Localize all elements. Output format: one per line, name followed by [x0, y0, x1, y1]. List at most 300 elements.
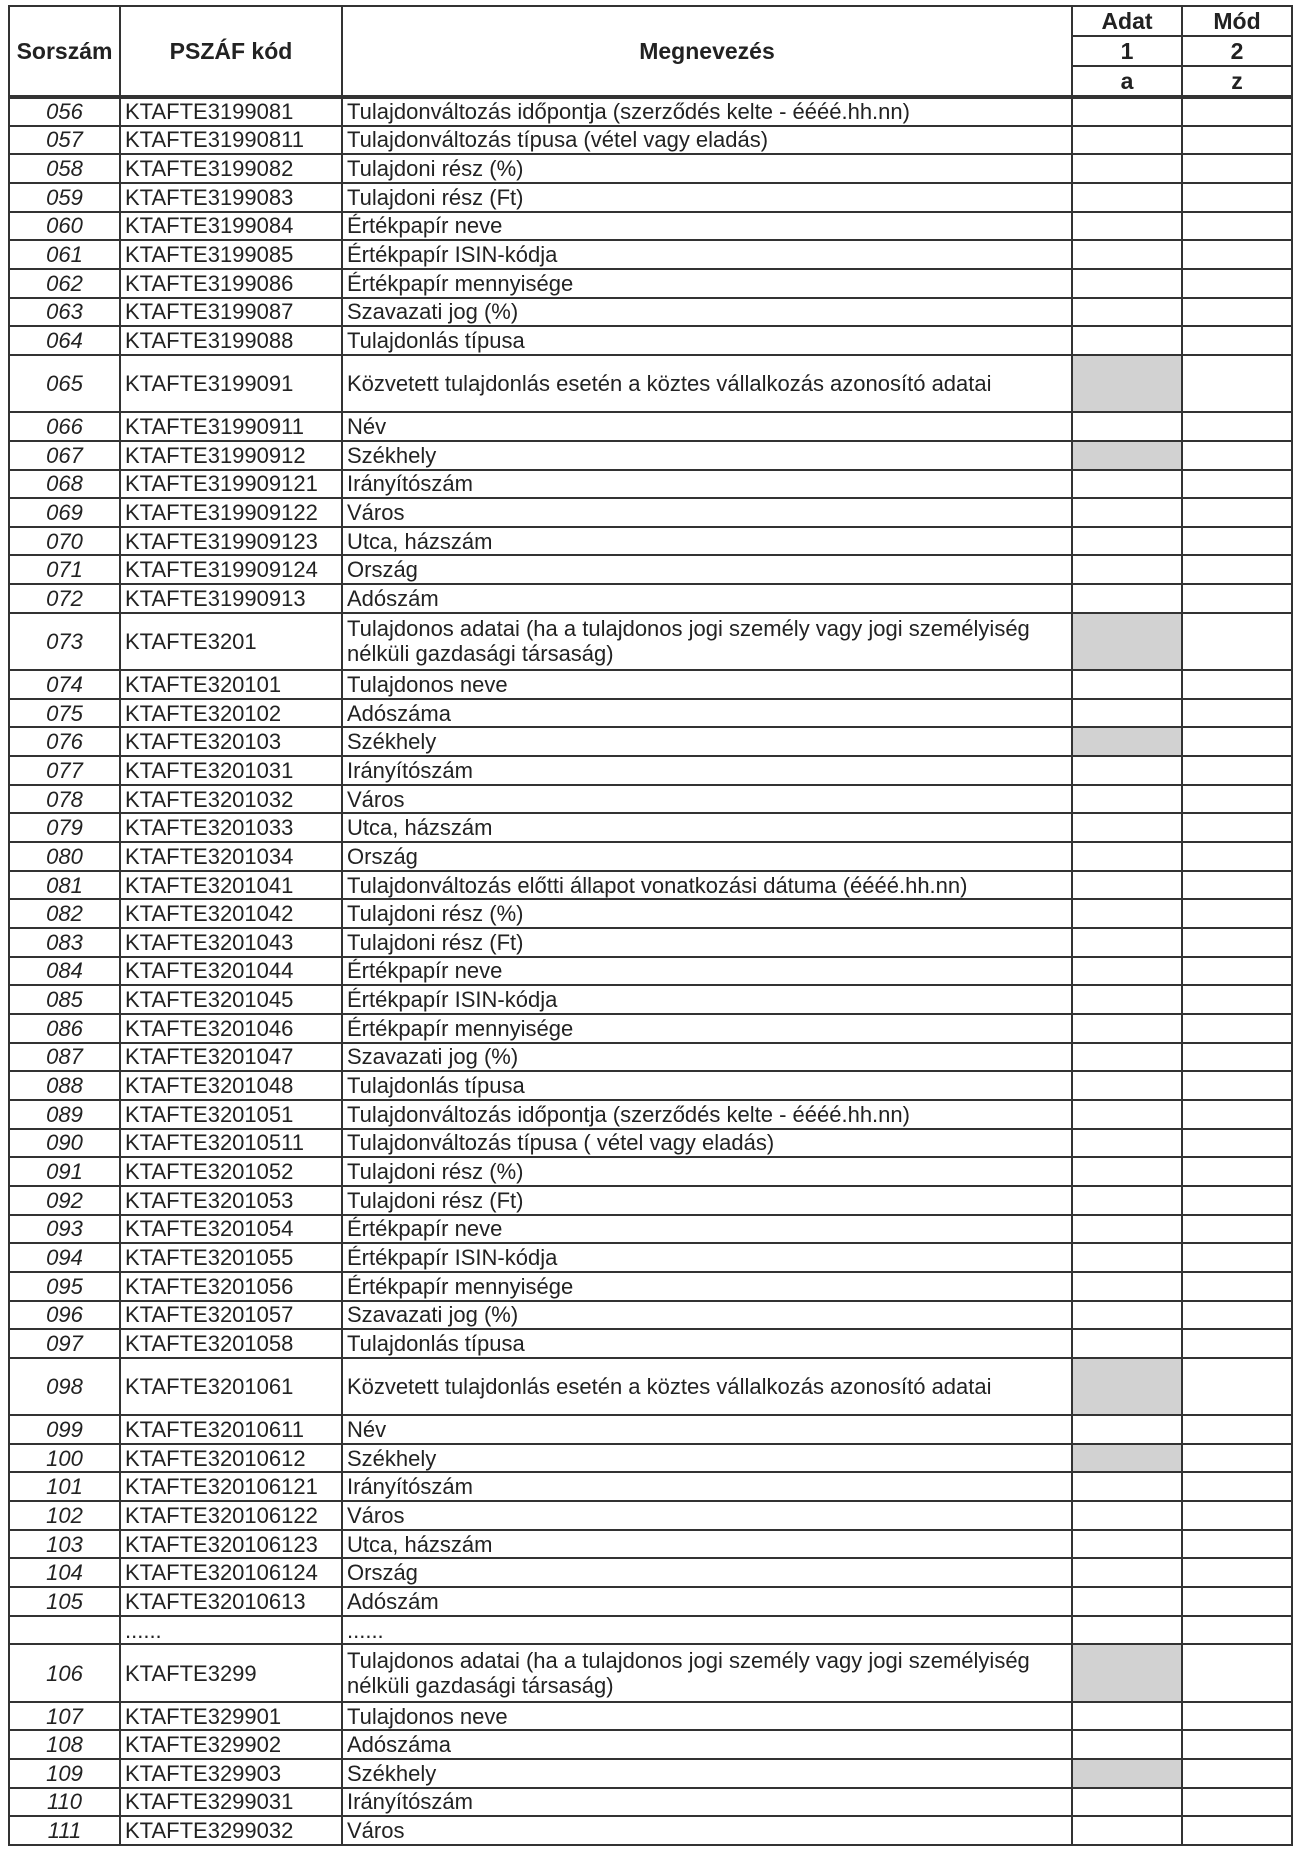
row-sorszam: 076	[9, 727, 120, 756]
row-pszaf-code: KTAFTE3201041	[120, 871, 342, 900]
row-sorszam: 061	[9, 240, 120, 269]
row-pszaf-code: KTAFTE329903	[120, 1759, 342, 1788]
row-adat-cell	[1072, 957, 1182, 986]
row-megnevezes: Tulajdonos adatai (ha a tulajdonos jogi személy vagy jogi személyiség nélküli gazdasági társaság)	[342, 613, 1072, 670]
row-adat-cell	[1072, 1358, 1182, 1415]
row-sorszam: 109	[9, 1759, 120, 1788]
table-row	[9, 813, 1292, 842]
row-mod-cell	[1182, 985, 1292, 1014]
row-megnevezes: Szavazati jog (%)	[342, 1043, 1072, 1072]
row-pszaf-code: KTAFTE329901	[120, 1702, 342, 1731]
table-row	[9, 1587, 1292, 1616]
row-pszaf-code: KTAFTE320106124	[120, 1558, 342, 1587]
row-pszaf-code: KTAFTE3199083	[120, 183, 342, 212]
table-row	[9, 470, 1292, 499]
row-megnevezes: Irányítószám	[342, 470, 1072, 499]
table-row	[9, 699, 1292, 728]
row-adat-cell	[1072, 441, 1182, 470]
row-adat-cell	[1072, 584, 1182, 613]
row-megnevezes: Tulajdonváltozás előtti állapot vonatkozási dátuma (éééé.hh.nn)	[342, 871, 1072, 900]
row-sorszam: 072	[9, 584, 120, 613]
row-pszaf-code: KTAFTE3201052	[120, 1157, 342, 1186]
row-megnevezes: Szavazati jog (%)	[342, 1301, 1072, 1330]
header-adat-letter: a	[1072, 66, 1182, 97]
table-row	[9, 1157, 1292, 1186]
row-sorszam: 096	[9, 1301, 120, 1330]
row-sorszam: 097	[9, 1329, 120, 1358]
table-row	[9, 183, 1292, 212]
row-mod-cell	[1182, 670, 1292, 699]
row-mod-cell	[1182, 1301, 1292, 1330]
row-sorszam: 067	[9, 441, 120, 470]
row-sorszam: 092	[9, 1186, 120, 1215]
table-row	[9, 412, 1292, 441]
row-mod-cell	[1182, 470, 1292, 499]
row-sorszam: 088	[9, 1071, 120, 1100]
row-pszaf-code: KTAFTE31990911	[120, 412, 342, 441]
row-megnevezes: Értékpapír neve	[342, 212, 1072, 241]
header-mod-letter: z	[1182, 66, 1292, 97]
row-adat-cell	[1072, 1186, 1182, 1215]
row-sorszam: 105	[9, 1587, 120, 1616]
row-sorszam: 101	[9, 1472, 120, 1501]
row-mod-cell	[1182, 1358, 1292, 1415]
row-pszaf-code: KTAFTE3199081	[120, 97, 342, 126]
row-megnevezes: Értékpapír ISIN-kódja	[342, 240, 1072, 269]
row-pszaf-code: KTAFTE320101	[120, 670, 342, 699]
table-row	[9, 355, 1292, 412]
row-mod-cell	[1182, 498, 1292, 527]
table-row	[9, 1644, 1292, 1701]
header-mod-number: 2	[1182, 36, 1292, 66]
row-adat-cell	[1072, 985, 1182, 1014]
row-adat-cell	[1072, 412, 1182, 441]
row-adat-cell	[1072, 1043, 1182, 1072]
table-row	[9, 670, 1292, 699]
row-sorszam: 111	[9, 1816, 120, 1845]
row-sorszam: 089	[9, 1100, 120, 1129]
row-mod-cell	[1182, 298, 1292, 327]
row-megnevezes: Város	[342, 785, 1072, 814]
row-adat-cell	[1072, 1788, 1182, 1817]
table-row	[9, 899, 1292, 928]
row-adat-cell	[1072, 1014, 1182, 1043]
row-sorszam: 063	[9, 298, 120, 327]
row-mod-cell	[1182, 269, 1292, 298]
row-megnevezes: Irányítószám	[342, 1788, 1072, 1817]
row-sorszam: 098	[9, 1358, 120, 1415]
row-pszaf-code: KTAFTE3199085	[120, 240, 342, 269]
row-mod-cell	[1182, 1272, 1292, 1301]
row-adat-cell	[1072, 1071, 1182, 1100]
row-megnevezes: Tulajdonváltozás típusa (vétel vagy eladás)	[342, 126, 1072, 155]
row-mod-cell	[1182, 1157, 1292, 1186]
table-row	[9, 1444, 1292, 1473]
row-pszaf-code: KTAFTE3199087	[120, 298, 342, 327]
row-pszaf-code: KTAFTE3201045	[120, 985, 342, 1014]
row-megnevezes: Név	[342, 1415, 1072, 1444]
row-mod-cell	[1182, 212, 1292, 241]
row-pszaf-code: KTAFTE3299032	[120, 1816, 342, 1845]
row-sorszam: 103	[9, 1530, 120, 1559]
table-row	[9, 1215, 1292, 1244]
row-megnevezes: Adószáma	[342, 699, 1072, 728]
row-megnevezes: Adószám	[342, 1587, 1072, 1616]
row-megnevezes: Tulajdonos adatai (ha a tulajdonos jogi személy vagy jogi személyiség nélküli gazdasági társaság)	[342, 1644, 1072, 1701]
row-pszaf-code: KTAFTE3201032	[120, 785, 342, 814]
row-pszaf-code: KTAFTE3299	[120, 1644, 342, 1701]
row-pszaf-code: KTAFTE3201043	[120, 928, 342, 957]
row-mod-cell	[1182, 1558, 1292, 1587]
table-row	[9, 269, 1292, 298]
table-row	[9, 326, 1292, 355]
row-adat-cell	[1072, 1730, 1182, 1759]
row-pszaf-code: KTAFTE3199084	[120, 212, 342, 241]
table-row	[9, 527, 1292, 556]
row-sorszam: 086	[9, 1014, 120, 1043]
row-adat-cell	[1072, 1129, 1182, 1158]
row-sorszam: 077	[9, 756, 120, 785]
row-adat-cell	[1072, 154, 1182, 183]
row-adat-cell	[1072, 183, 1182, 212]
row-adat-cell	[1072, 1759, 1182, 1788]
row-sorszam: 078	[9, 785, 120, 814]
row-megnevezes: Adószám	[342, 584, 1072, 613]
table-row	[9, 1100, 1292, 1129]
row-mod-cell	[1182, 785, 1292, 814]
row-pszaf-code: KTAFTE3201053	[120, 1186, 342, 1215]
table-row	[9, 584, 1292, 613]
row-mod-cell	[1182, 1702, 1292, 1731]
row-sorszam: 100	[9, 1444, 120, 1473]
row-sorszam: 066	[9, 412, 120, 441]
row-mod-cell	[1182, 842, 1292, 871]
row-megnevezes: Értékpapír mennyisége	[342, 269, 1072, 298]
row-mod-cell	[1182, 527, 1292, 556]
row-adat-cell	[1072, 842, 1182, 871]
row-mod-cell	[1182, 1415, 1292, 1444]
row-pszaf-code: KTAFTE3201054	[120, 1215, 342, 1244]
header-adat: Adat	[1072, 6, 1182, 36]
row-pszaf-code: KTAFTE319909123	[120, 527, 342, 556]
table-row	[9, 1272, 1292, 1301]
row-megnevezes: Utca, házszám	[342, 813, 1072, 842]
table-row	[9, 871, 1292, 900]
table-row	[9, 928, 1292, 957]
row-mod-cell	[1182, 613, 1292, 670]
row-mod-cell	[1182, 154, 1292, 183]
row-adat-cell	[1072, 212, 1182, 241]
row-pszaf-code: KTAFTE3201058	[120, 1329, 342, 1358]
table-row	[9, 1759, 1292, 1788]
table-header	[9, 6, 1292, 97]
row-mod-cell	[1182, 813, 1292, 842]
row-mod-cell	[1182, 1530, 1292, 1559]
row-adat-cell	[1072, 1243, 1182, 1272]
row-sorszam: 106	[9, 1644, 120, 1701]
row-sorszam: 102	[9, 1501, 120, 1530]
row-mod-cell	[1182, 1329, 1292, 1358]
table-row	[9, 1501, 1292, 1530]
row-sorszam: 071	[9, 555, 120, 584]
row-adat-cell	[1072, 928, 1182, 957]
row-mod-cell	[1182, 97, 1292, 126]
row-adat-cell	[1072, 1444, 1182, 1473]
row-sorszam: 084	[9, 957, 120, 986]
table-row	[9, 1129, 1292, 1158]
table-row	[9, 1816, 1292, 1845]
row-adat-cell	[1072, 326, 1182, 355]
row-megnevezes: Tulajdoni rész (Ft)	[342, 183, 1072, 212]
table-row	[9, 212, 1292, 241]
row-mod-cell	[1182, 126, 1292, 155]
row-pszaf-code: KTAFTE3199088	[120, 326, 342, 355]
row-megnevezes: Értékpapír ISIN-kódja	[342, 1243, 1072, 1272]
row-megnevezes: Tulajdoni rész (%)	[342, 1157, 1072, 1186]
row-sorszam: 090	[9, 1129, 120, 1158]
row-pszaf-code: KTAFTE3201046	[120, 1014, 342, 1043]
row-sorszam: 080	[9, 842, 120, 871]
row-megnevezes: Adószáma	[342, 1730, 1072, 1759]
table-row	[9, 985, 1292, 1014]
row-pszaf-code: KTAFTE319909124	[120, 555, 342, 584]
row-megnevezes: Irányítószám	[342, 1472, 1072, 1501]
row-megnevezes: Értékpapír mennyisége	[342, 1272, 1072, 1301]
row-mod-cell	[1182, 1730, 1292, 1759]
row-mod-cell	[1182, 727, 1292, 756]
row-mod-cell	[1182, 555, 1292, 584]
row-megnevezes: Székhely	[342, 441, 1072, 470]
row-sorszam: 079	[9, 813, 120, 842]
row-mod-cell	[1182, 1472, 1292, 1501]
table-row	[9, 1243, 1292, 1272]
row-adat-cell	[1072, 1558, 1182, 1587]
table-row	[9, 555, 1292, 584]
row-sorszam: 091	[9, 1157, 120, 1186]
row-megnevezes: Tulajdonlás típusa	[342, 1329, 1072, 1358]
row-mod-cell	[1182, 1043, 1292, 1072]
row-adat-cell	[1072, 527, 1182, 556]
row-pszaf-code: KTAFTE3201056	[120, 1272, 342, 1301]
table-row	[9, 1788, 1292, 1817]
row-megnevezes: Közvetett tulajdonlás esetén a köztes vállalkozás azonosító adatai	[342, 355, 1072, 412]
row-adat-cell	[1072, 1301, 1182, 1330]
row-megnevezes: Ország	[342, 1558, 1072, 1587]
row-pszaf-code: KTAFTE3201051	[120, 1100, 342, 1129]
row-pszaf-code: KTAFTE3201055	[120, 1243, 342, 1272]
row-sorszam: 087	[9, 1043, 120, 1072]
row-megnevezes: Tulajdonlás típusa	[342, 1071, 1072, 1100]
row-mod-cell	[1182, 756, 1292, 785]
row-adat-cell	[1072, 1472, 1182, 1501]
row-mod-cell	[1182, 355, 1292, 412]
row-megnevezes: Értékpapír neve	[342, 1215, 1072, 1244]
row-adat-cell	[1072, 269, 1182, 298]
table-row	[9, 1301, 1292, 1330]
row-pszaf-code: KTAFTE320106121	[120, 1472, 342, 1501]
row-adat-cell	[1072, 813, 1182, 842]
row-pszaf-code: KTAFTE320102	[120, 699, 342, 728]
row-mod-cell	[1182, 1788, 1292, 1817]
row-megnevezes: Tulajdonváltozás időpontja (szerződés kelte - éééé.hh.nn)	[342, 1100, 1072, 1129]
row-pszaf-code: KTAFTE329902	[120, 1730, 342, 1759]
row-adat-cell	[1072, 555, 1182, 584]
row-megnevezes: Székhely	[342, 1759, 1072, 1788]
row-mod-cell	[1182, 1587, 1292, 1616]
row-megnevezes: Tulajdonos neve	[342, 1702, 1072, 1731]
row-adat-cell	[1072, 613, 1182, 670]
row-sorszam: 058	[9, 154, 120, 183]
row-pszaf-code: KTAFTE32010612	[120, 1444, 342, 1473]
table-row	[9, 1472, 1292, 1501]
row-mod-cell	[1182, 1501, 1292, 1530]
row-adat-cell	[1072, 1644, 1182, 1701]
header-adat-number: 1	[1072, 36, 1182, 66]
row-sorszam: 075	[9, 699, 120, 728]
row-pszaf-code: KTAFTE320106122	[120, 1501, 342, 1530]
row-sorszam: 085	[9, 985, 120, 1014]
row-pszaf-code: KTAFTE3199082	[120, 154, 342, 183]
table-row	[9, 1558, 1292, 1587]
table-row	[9, 785, 1292, 814]
row-megnevezes: Tulajdonváltozás típusa ( vétel vagy eladás)	[342, 1129, 1072, 1158]
row-pszaf-code: KTAFTE3201061	[120, 1358, 342, 1415]
row-sorszam: 068	[9, 470, 120, 499]
row-sorszam: 056	[9, 97, 120, 126]
row-mod-cell	[1182, 699, 1292, 728]
row-sorszam: 107	[9, 1702, 120, 1731]
row-pszaf-code: KTAFTE32010611	[120, 1415, 342, 1444]
row-pszaf-code: KTAFTE3199091	[120, 355, 342, 412]
row-sorszam: 081	[9, 871, 120, 900]
row-mod-cell	[1182, 928, 1292, 957]
table-row	[9, 957, 1292, 986]
table-row	[9, 1730, 1292, 1759]
row-sorszam	[9, 1616, 120, 1645]
row-megnevezes: ......	[342, 1616, 1072, 1645]
row-sorszam: 073	[9, 613, 120, 670]
row-mod-cell	[1182, 957, 1292, 986]
row-mod-cell	[1182, 1014, 1292, 1043]
document-page	[8, 5, 1291, 1846]
row-adat-cell	[1072, 1501, 1182, 1530]
row-sorszam: 110	[9, 1788, 120, 1817]
row-sorszam: 083	[9, 928, 120, 957]
row-sorszam: 074	[9, 670, 120, 699]
row-mod-cell	[1182, 1129, 1292, 1158]
row-mod-cell	[1182, 1444, 1292, 1473]
row-mod-cell	[1182, 1100, 1292, 1129]
row-megnevezes: Székhely	[342, 727, 1072, 756]
row-mod-cell	[1182, 871, 1292, 900]
row-sorszam: 094	[9, 1243, 120, 1272]
table-row	[9, 97, 1292, 126]
row-adat-cell	[1072, 899, 1182, 928]
row-sorszam: 060	[9, 212, 120, 241]
row-pszaf-code: KTAFTE31990913	[120, 584, 342, 613]
row-pszaf-code: ......	[120, 1616, 342, 1645]
row-megnevezes: Tulajdoni rész (%)	[342, 899, 1072, 928]
table-row	[9, 498, 1292, 527]
table-body	[9, 97, 1292, 1845]
row-pszaf-code: KTAFTE319909121	[120, 470, 342, 499]
header-sorszam: Sorszám	[9, 6, 120, 97]
row-mod-cell	[1182, 899, 1292, 928]
row-pszaf-code: KTAFTE3201033	[120, 813, 342, 842]
table-row	[9, 727, 1292, 756]
row-adat-cell	[1072, 1816, 1182, 1845]
row-adat-cell	[1072, 470, 1182, 499]
row-adat-cell	[1072, 355, 1182, 412]
row-megnevezes: Tulajdoni rész (%)	[342, 154, 1072, 183]
row-megnevezes: Székhely	[342, 1444, 1072, 1473]
row-megnevezes: Szavazati jog (%)	[342, 298, 1072, 327]
row-pszaf-code: KTAFTE3201057	[120, 1301, 342, 1330]
row-sorszam: 093	[9, 1215, 120, 1244]
row-pszaf-code: KTAFTE31990811	[120, 126, 342, 155]
row-pszaf-code: KTAFTE32010511	[120, 1129, 342, 1158]
table-row	[9, 1702, 1292, 1731]
row-pszaf-code: KTAFTE32010613	[120, 1587, 342, 1616]
row-mod-cell	[1182, 1071, 1292, 1100]
table-row	[9, 1186, 1292, 1215]
row-adat-cell	[1072, 240, 1182, 269]
row-mod-cell	[1182, 584, 1292, 613]
table-row	[9, 298, 1292, 327]
row-mod-cell	[1182, 412, 1292, 441]
table-row	[9, 613, 1292, 670]
row-adat-cell	[1072, 1272, 1182, 1301]
row-sorszam: 082	[9, 899, 120, 928]
row-pszaf-code: KTAFTE3199086	[120, 269, 342, 298]
row-adat-cell	[1072, 1587, 1182, 1616]
header-mod: Mód	[1182, 6, 1292, 36]
row-adat-cell	[1072, 97, 1182, 126]
row-pszaf-code: KTAFTE320106123	[120, 1530, 342, 1559]
row-megnevezes: Név	[342, 412, 1072, 441]
row-adat-cell	[1072, 126, 1182, 155]
row-megnevezes: Utca, házszám	[342, 527, 1072, 556]
row-mod-cell	[1182, 1215, 1292, 1244]
row-sorszam: 062	[9, 269, 120, 298]
row-sorszam: 104	[9, 1558, 120, 1587]
row-megnevezes: Közvetett tulajdonlás esetén a köztes vállalkozás azonosító adatai	[342, 1358, 1072, 1415]
row-mod-cell	[1182, 1816, 1292, 1845]
row-adat-cell	[1072, 1215, 1182, 1244]
table-row	[9, 441, 1292, 470]
row-adat-cell	[1072, 871, 1182, 900]
table-row	[9, 1043, 1292, 1072]
row-sorszam: 065	[9, 355, 120, 412]
table-row	[9, 1415, 1292, 1444]
row-sorszam: 070	[9, 527, 120, 556]
row-mod-cell	[1182, 1186, 1292, 1215]
row-adat-cell	[1072, 1702, 1182, 1731]
row-megnevezes: Város	[342, 1816, 1072, 1845]
row-adat-cell	[1072, 1616, 1182, 1645]
table-row	[9, 1329, 1292, 1358]
row-mod-cell	[1182, 326, 1292, 355]
row-megnevezes: Tulajdonos neve	[342, 670, 1072, 699]
row-megnevezes: Értékpapír neve	[342, 957, 1072, 986]
row-sorszam: 064	[9, 326, 120, 355]
row-sorszam: 059	[9, 183, 120, 212]
row-adat-cell	[1072, 1415, 1182, 1444]
row-adat-cell	[1072, 1530, 1182, 1559]
row-pszaf-code: KTAFTE3201047	[120, 1043, 342, 1072]
row-adat-cell	[1072, 1100, 1182, 1129]
row-adat-cell	[1072, 670, 1182, 699]
